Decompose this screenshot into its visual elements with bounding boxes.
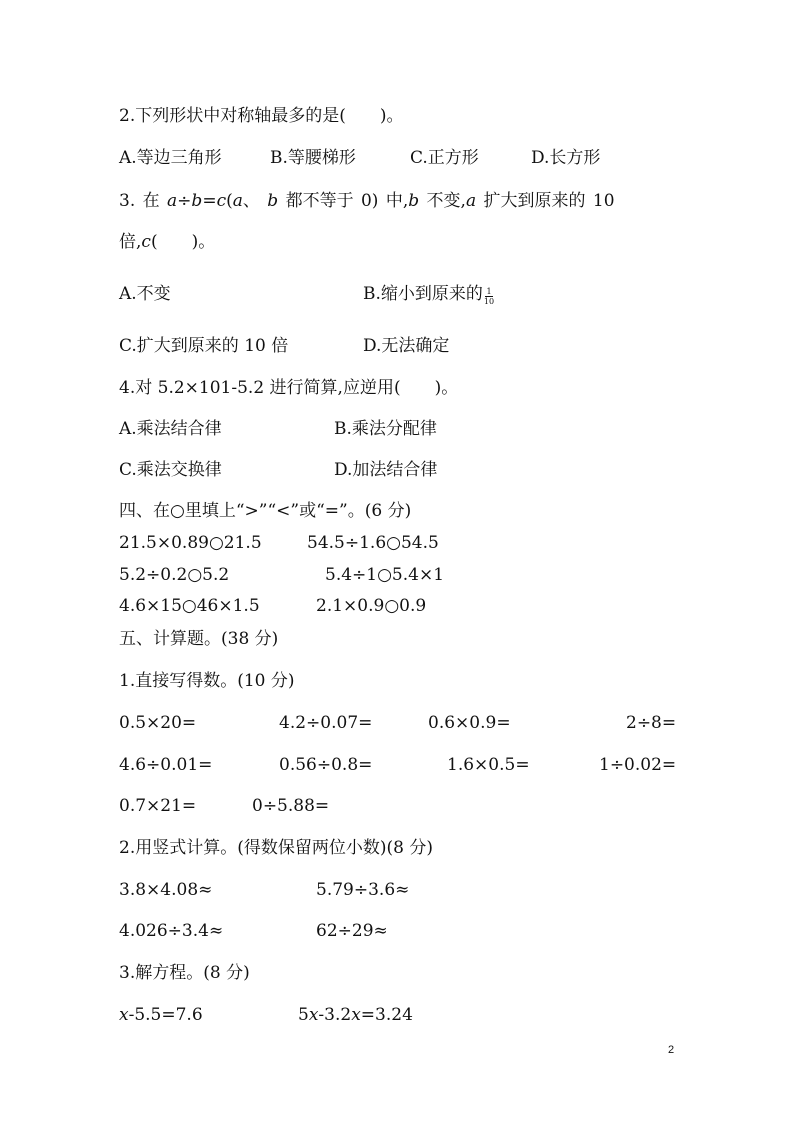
vertical-calc-item: 3.8×4.08≈ — [119, 880, 213, 900]
q4-option-c: C.乘法交换律 — [119, 460, 222, 480]
vertical-calc-item: 4.026÷3.4≈ — [119, 921, 224, 941]
q2-stem: 2.下列形状中对称轴最多的是( )。 — [119, 106, 404, 126]
section4-title: 四、在○里填上“>”“<”或“=”。(6 分) — [119, 501, 412, 521]
q4-option-a: A.乘法结合律 — [119, 419, 222, 439]
q3-option-d: D.无法确定 — [363, 336, 450, 356]
q3-option-b: B.缩小到原来的 $\frac{1}{10}$ — [363, 284, 495, 306]
compare-item: 5.2÷0.2○5.2 — [119, 565, 230, 585]
q4-option-d: D.加法结合律 — [334, 460, 438, 480]
q2-option-a: A.等边三角形 — [119, 148, 222, 168]
q2-option-c: C.正方形 — [410, 148, 479, 168]
q3-stem-line1: 3. 在 a÷b=c(a、 b 都不等于 0) 中,b 不变,a 扩大到原来的 10 — [119, 191, 615, 211]
compare-item: 5.4÷1○5.4×1 — [325, 565, 445, 585]
mental-calc-item: 0÷5.88= — [252, 796, 330, 816]
vertical-calc-item: 5.79÷3.6≈ — [316, 880, 410, 900]
q4-option-b: B.乘法分配律 — [334, 419, 437, 439]
equation-2: 5x-3.2x=3.24 — [298, 1005, 413, 1025]
mental-calc-item: 4.6÷0.01= — [119, 755, 213, 775]
vertical-calc-item: 62÷29≈ — [316, 921, 388, 941]
compare-item: 4.6×15○46×1.5 — [119, 596, 260, 616]
mental-calc-item: 1÷0.02= — [599, 755, 677, 775]
q3-stem-line2: 倍,c( )。 — [119, 232, 216, 252]
equation-1: x-5.5=7.6 — [119, 1005, 203, 1025]
calc-part1-title: 1.直接写得数。(10 分) — [119, 671, 295, 691]
mental-calc-item: 0.6×0.9= — [428, 713, 511, 733]
calc-part2-title: 2.用竖式计算。(得数保留两位小数)(8 分) — [119, 838, 433, 858]
fraction-one-tenth: $\frac{1}{10}$ — [483, 287, 495, 306]
mental-calc-item: 2÷8= — [626, 713, 677, 733]
q3-option-c: C.扩大到原来的 10 倍 — [119, 336, 289, 356]
section5-title: 五、计算题。(38 分) — [119, 629, 279, 649]
q3-option-a: A.不变 — [119, 284, 171, 304]
calc-part3-title: 3.解方程。(8 分) — [119, 963, 250, 983]
mental-calc-item: 0.7×21= — [119, 796, 197, 816]
q2-option-d: D.长方形 — [531, 148, 601, 168]
compare-item: 54.5÷1.6○54.5 — [307, 533, 439, 553]
q2-option-b: B.等腰梯形 — [270, 148, 356, 168]
page-number: 2 — [668, 1044, 675, 1056]
mental-calc-item: 0.5×20= — [119, 713, 197, 733]
compare-item: 21.5×0.89○21.5 — [119, 533, 262, 553]
mental-calc-item: 4.2÷0.07= — [279, 713, 373, 733]
mental-calc-item: 1.6×0.5= — [447, 755, 530, 775]
compare-item: 2.1×0.9○0.9 — [316, 596, 427, 616]
q4-stem: 4.对 5.2×101-5.2 进行简算,应逆用( )。 — [119, 378, 459, 398]
mental-calc-item: 0.56÷0.8= — [279, 755, 373, 775]
